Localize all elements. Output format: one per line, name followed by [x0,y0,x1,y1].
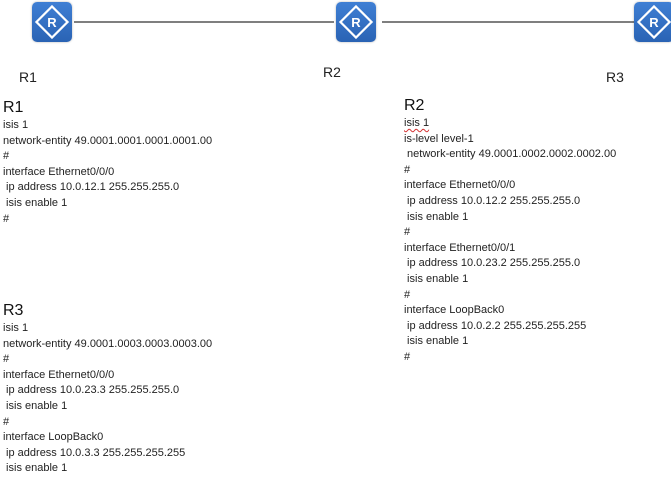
config-line: # [404,163,411,176]
svg-text:R: R [351,15,361,30]
config-line: ip address 10.0.23.3 255.255.255.0 [3,384,180,397]
config-line: # [404,226,411,239]
router-icon [336,2,376,42]
config-line: isis enable 1 [404,210,469,223]
svg-text:R: R [649,15,659,30]
config-title: R2 [404,97,425,114]
config-r3 [3,302,212,477]
router-icon [634,2,671,42]
config-line: is-level level-1 [404,132,474,145]
config-line: interface LoopBack0 [404,304,505,317]
config-line: interface LoopBack0 [3,431,104,444]
config-lines [404,116,616,366]
config-lines [3,321,212,477]
config-line: isis enable 1 [404,272,469,285]
router-icon [32,2,72,42]
config-line: isis 1 [404,117,430,129]
config-line: # [404,350,411,363]
config-line: ip address 10.0.3.3 255.255.255.255 [3,446,186,459]
config-line: # [404,288,411,301]
config-line: ip address 10.0.12.2 255.255.255.0 [404,194,581,207]
config-line: # [3,415,10,428]
svg-text:R: R [47,15,57,30]
topology-diagram [0,0,671,90]
config-line: network-entity 49.0001.0002.0002.0002.00 [404,148,617,161]
config-r2 [404,97,616,366]
router-label-r1: R1 [19,69,37,85]
config-line: ip address 10.0.2.2 255.255.255.255 [404,319,587,332]
config-title: R3 [3,302,24,319]
config-line: network-entity 49.0001.0001.0001.0001.00 [3,134,213,147]
config-line: # [3,212,10,225]
config-title: R1 [3,99,24,116]
config-line: isis enable 1 [3,196,68,209]
config-r1 [3,99,212,227]
router-label-r2: R2 [323,64,341,80]
config-line: ip address 10.0.12.1 255.255.255.0 [3,181,180,194]
config-line: isis 1 [3,322,29,334]
config-line: ip address 10.0.23.2 255.255.255.0 [404,257,581,270]
config-line: isis enable 1 [3,462,68,475]
config-line: isis enable 1 [404,335,469,348]
config-line: interface Ethernet0/0/1 [404,241,516,254]
config-line: interface Ethernet0/0/0 [3,165,115,178]
config-line: isis enable 1 [3,399,68,412]
config-line: interface Ethernet0/0/0 [404,179,516,192]
config-lines [3,118,212,227]
config-line: isis 1 [3,119,29,131]
config-line: network-entity 49.0001.0003.0003.0003.00 [3,337,213,350]
config-line: # [3,150,10,163]
config-line: interface Ethernet0/0/0 [3,368,115,381]
config-line: # [3,353,10,366]
router-label-r3: R3 [606,69,624,85]
